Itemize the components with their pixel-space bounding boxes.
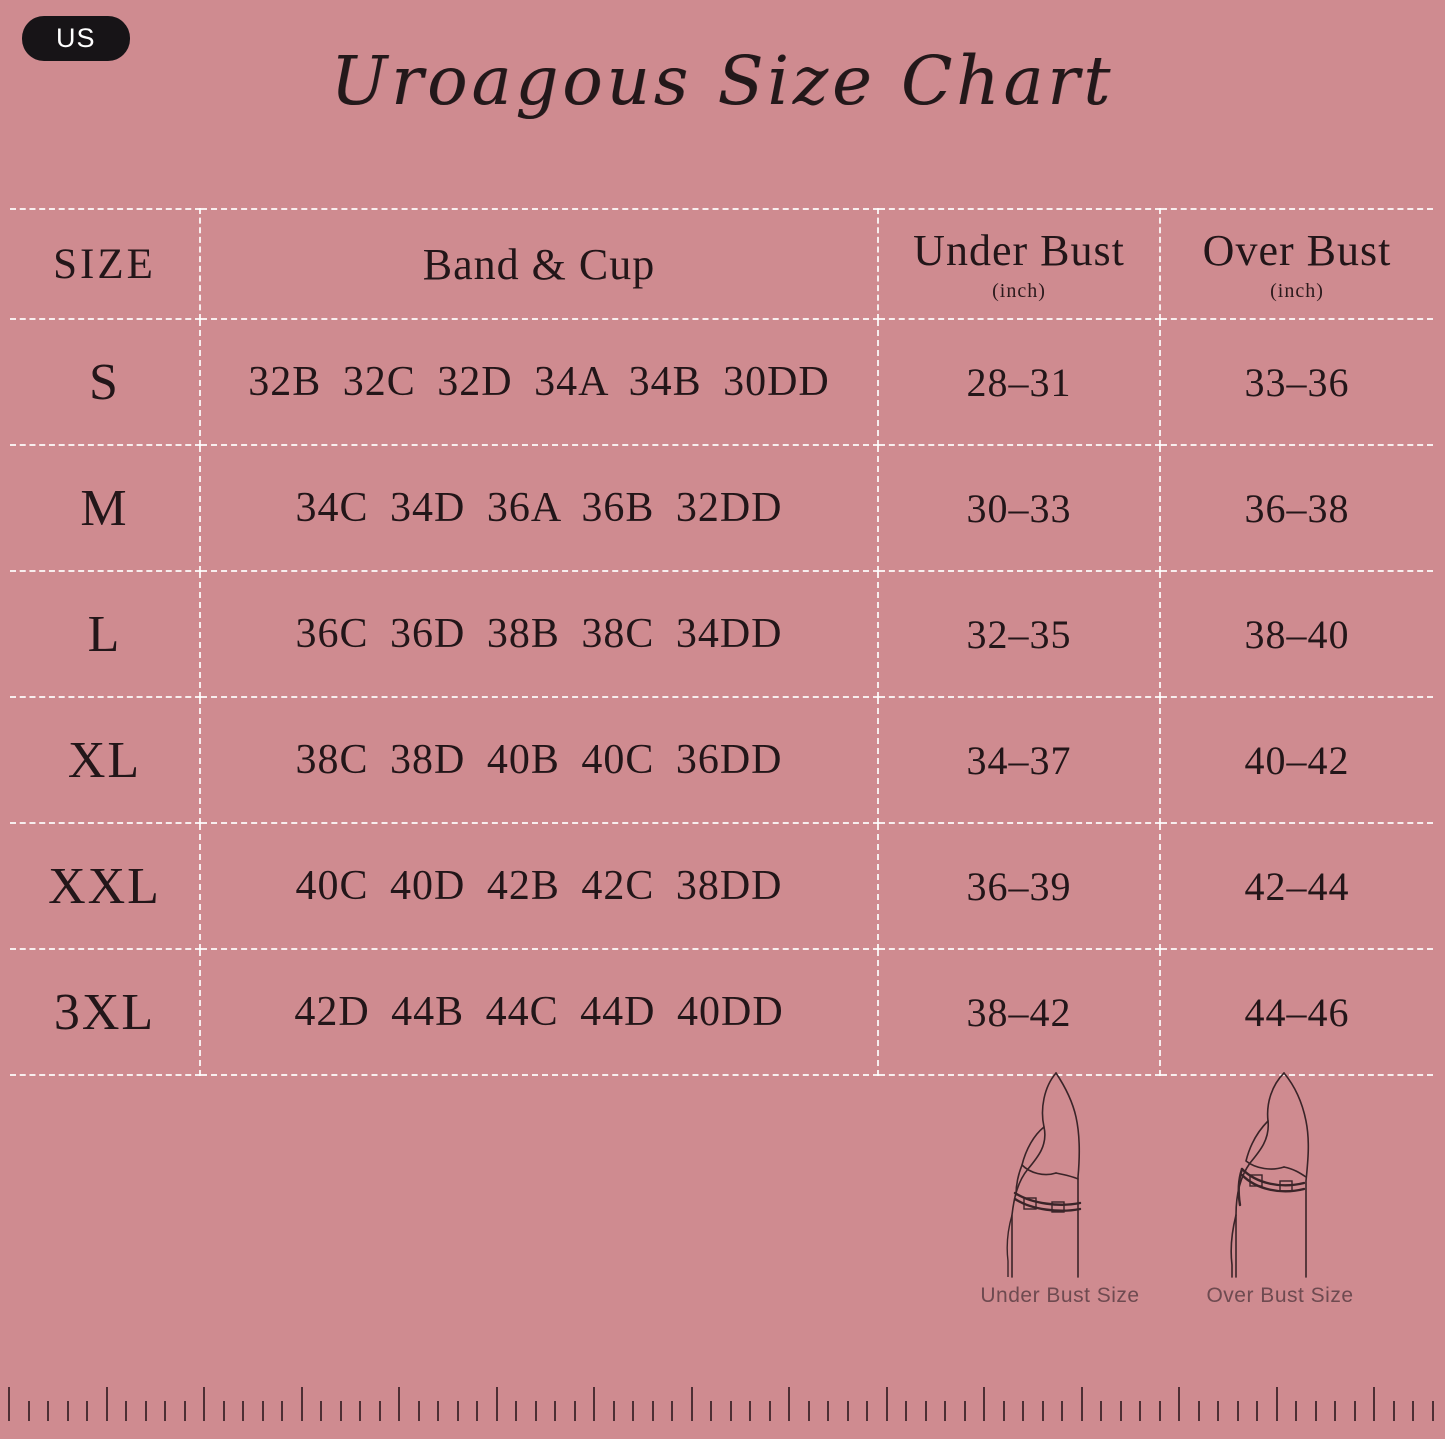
ruler-tick: [398, 1387, 400, 1421]
ruler-tick: [535, 1401, 537, 1421]
cell-size: M: [10, 445, 200, 571]
ruler-tick: [1159, 1401, 1161, 1421]
ruler-tick: [379, 1401, 381, 1421]
ruler-tick: [437, 1401, 439, 1421]
ruler-tick: [710, 1401, 712, 1421]
table-body: [10, 319, 1433, 1075]
ruler-tick: [749, 1401, 751, 1421]
cell-band-cup: 32B 32C 32D 34A 34B 30DD: [200, 319, 878, 445]
ruler-tick: [242, 1401, 244, 1421]
under-bust-body-icon: [960, 1065, 1160, 1280]
ruler-tick: [925, 1401, 927, 1421]
cell-over-bust: 42–44: [1160, 823, 1433, 949]
ruler-tick: [652, 1401, 654, 1421]
cell-over-bust: 33–36: [1160, 319, 1433, 445]
column-header-band-cup: Band & Cup: [200, 209, 878, 319]
column-header-under-bust: [878, 209, 1160, 319]
ruler-tick: [1003, 1401, 1005, 1421]
ruler-tick: [262, 1401, 264, 1421]
ruler-tick: [1295, 1401, 1297, 1421]
cell-size: L: [10, 571, 200, 697]
table-row: [10, 697, 1433, 823]
ruler-tick: [1198, 1401, 1200, 1421]
ruler-tick: [1256, 1401, 1258, 1421]
ruler-tick: [301, 1387, 303, 1421]
size-chart-table: [10, 208, 1433, 1076]
ruler-tick: [769, 1401, 771, 1421]
cell-size: XXL: [10, 823, 200, 949]
ruler-tick: [476, 1401, 478, 1421]
over-bust-figure: [1180, 1065, 1380, 1308]
ruler-tick: [86, 1401, 88, 1421]
over-bust-body-icon: [1180, 1065, 1380, 1280]
ruler-tick: [847, 1401, 849, 1421]
ruler-tick: [67, 1401, 69, 1421]
ruler-tick: [184, 1401, 186, 1421]
cell-size: XL: [10, 697, 200, 823]
page-title: Uroagous Size Chart: [330, 42, 1115, 120]
ruler-tick: [944, 1401, 946, 1421]
cell-band-cup: 34C 34D 36A 36B 32DD: [200, 445, 878, 571]
under-bust-figure: [960, 1065, 1160, 1308]
cell-under-bust: 36–39: [878, 823, 1160, 949]
ruler-tick: [106, 1387, 108, 1421]
ruler-tick: [1022, 1401, 1024, 1421]
cell-under-bust: 28–31: [878, 319, 1160, 445]
ruler-tick: [1061, 1401, 1063, 1421]
ruler-tick: [1432, 1401, 1434, 1421]
ruler-tick: [145, 1401, 147, 1421]
column-header-size: SIZE: [10, 209, 200, 319]
ruler-tick: [164, 1401, 166, 1421]
ruler-tick: [47, 1401, 49, 1421]
ruler-tick: [1139, 1401, 1141, 1421]
ruler-tick: [8, 1387, 10, 1421]
ruler-tick: [866, 1401, 868, 1421]
ruler-tick: [1217, 1401, 1219, 1421]
cell-band-cup: 40C 40D 42B 42C 38DD: [200, 823, 878, 949]
ruler-tick: [1042, 1401, 1044, 1421]
ruler-tick: [418, 1401, 420, 1421]
ruler-tick: [730, 1401, 732, 1421]
ruler-tick: [1393, 1401, 1395, 1421]
ruler-tick: [515, 1401, 517, 1421]
ruler-tick: [574, 1401, 576, 1421]
column-header-under-bust-unit: (inch): [992, 280, 1046, 302]
ruler-tick: [320, 1401, 322, 1421]
ruler-tick: [886, 1387, 888, 1421]
ruler-tick: [788, 1387, 790, 1421]
ruler-tick: [125, 1401, 127, 1421]
ruler-tick: [1237, 1401, 1239, 1421]
cell-size: 3XL: [10, 949, 200, 1075]
size-chart-table-wrapper: [0, 208, 1445, 1076]
cell-under-bust: 38–42: [878, 949, 1160, 1075]
ruler-tick: [964, 1401, 966, 1421]
over-bust-figure-caption: Over Bust Size: [1206, 1284, 1354, 1307]
ruler-tick: [1100, 1401, 1102, 1421]
ruler-tick: [691, 1387, 693, 1421]
cell-size: S: [10, 319, 200, 445]
cell-over-bust: 36–38: [1160, 445, 1433, 571]
table-header: [10, 209, 1433, 319]
ruler-tick: [28, 1401, 30, 1421]
ruler-tick: [281, 1401, 283, 1421]
ruler-tick: [359, 1401, 361, 1421]
cell-under-bust: 32–35: [878, 571, 1160, 697]
ruler-tick: [613, 1401, 615, 1421]
cell-under-bust: 34–37: [878, 697, 1160, 823]
table-row: [10, 949, 1433, 1075]
ruler-tick: [1412, 1401, 1414, 1421]
ruler-tick: [632, 1401, 634, 1421]
ruler-tick: [496, 1387, 498, 1421]
measurement-figures: [950, 1065, 1430, 1325]
ruler-tick: [1373, 1387, 1375, 1421]
ruler-tick: [1178, 1387, 1180, 1421]
column-header-under-bust-label: Under Bust: [913, 226, 1125, 275]
ruler-tick: [223, 1401, 225, 1421]
ruler-tick: [340, 1401, 342, 1421]
column-header-over-bust-label: Over Bust: [1202, 226, 1392, 275]
ruler-tick: [1354, 1401, 1356, 1421]
region-badge: US: [22, 16, 130, 61]
cell-over-bust: 44–46: [1160, 949, 1433, 1075]
ruler-tick: [1081, 1387, 1083, 1421]
cell-band-cup: 42D 44B 44C 44D 40DD: [200, 949, 878, 1075]
ruler-tick: [593, 1387, 595, 1421]
cell-band-cup: 36C 36D 38B 38C 34DD: [200, 571, 878, 697]
table-row: [10, 445, 1433, 571]
ruler-tick: [983, 1387, 985, 1421]
under-bust-figure-caption: Under Bust Size: [980, 1284, 1140, 1307]
cell-under-bust: 30–33: [878, 445, 1160, 571]
ruler-tick: [827, 1401, 829, 1421]
ruler-tick: [203, 1387, 205, 1421]
ruler-tick: [457, 1401, 459, 1421]
column-header-over-bust: [1160, 209, 1433, 319]
ruler-tick: [1120, 1401, 1122, 1421]
table-row: [10, 319, 1433, 445]
table-row: [10, 571, 1433, 697]
cell-band-cup: 38C 38D 40B 40C 36DD: [200, 697, 878, 823]
ruler-tick: [808, 1401, 810, 1421]
table-row: [10, 823, 1433, 949]
cell-over-bust: 38–40: [1160, 571, 1433, 697]
ruler-decoration: [0, 1361, 1445, 1421]
ruler-tick: [554, 1401, 556, 1421]
table-header-row: [10, 209, 1433, 319]
ruler-tick: [1276, 1387, 1278, 1421]
ruler-tick: [905, 1401, 907, 1421]
ruler-tick: [1334, 1401, 1336, 1421]
ruler-tick: [1315, 1401, 1317, 1421]
cell-over-bust: 40–42: [1160, 697, 1433, 823]
column-header-over-bust-unit: (inch): [1270, 280, 1324, 302]
ruler-tick: [671, 1401, 673, 1421]
